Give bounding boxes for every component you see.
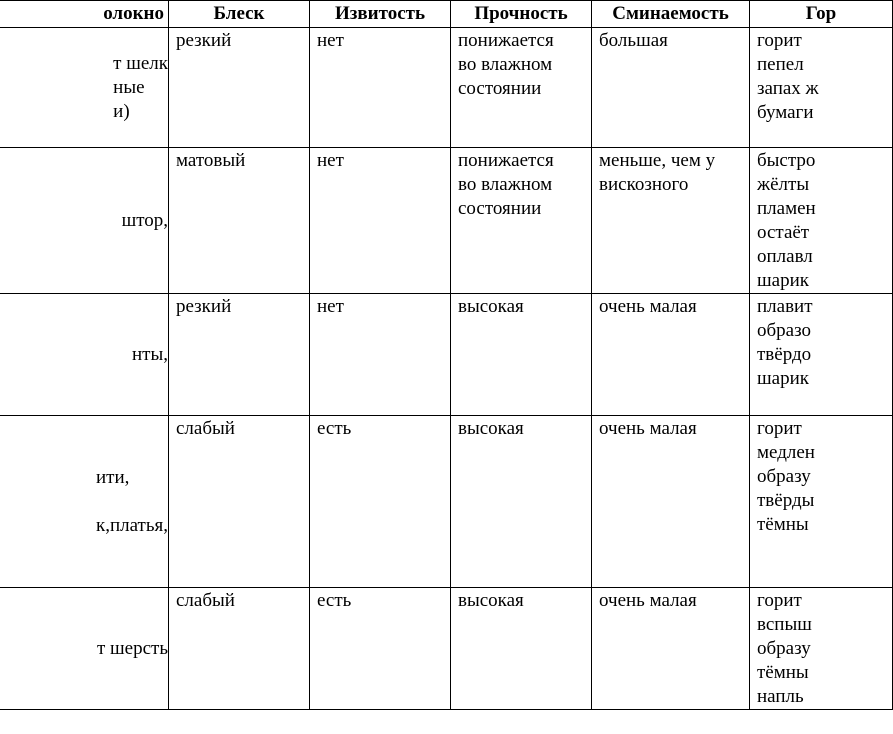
cell-line: горит (757, 30, 802, 51)
cell-line: есть (317, 418, 352, 439)
cell-line: во влажном (458, 174, 553, 195)
cell-line: тёмны (757, 662, 809, 683)
cell-shine (169, 294, 310, 416)
table-row (0, 294, 893, 416)
header-burn: Гор (750, 1, 893, 28)
cell-line: слабый (176, 590, 235, 611)
cell-line: вспыш (757, 614, 812, 635)
cell-wrinkle (592, 148, 750, 294)
cell-strength (451, 416, 592, 588)
cell-line: понижается (458, 150, 554, 171)
cell-strength (451, 588, 592, 710)
cell-line: напль (757, 686, 804, 707)
cell-wrinkle (592, 588, 750, 710)
header-crimp: Извитость (310, 1, 451, 28)
cell-line: матовый (176, 150, 246, 171)
header-wrinkle: Сминаемость (592, 1, 750, 28)
cell-line: горит (757, 590, 802, 611)
cell-line: есть (317, 590, 352, 611)
cell-fiber (0, 416, 169, 588)
cell-crimp (310, 28, 451, 148)
cell-shine (169, 588, 310, 710)
cell-burn (750, 148, 893, 294)
cell-line: пламен (757, 198, 816, 219)
cell-wrinkle (592, 294, 750, 416)
cell-line: жёлты (757, 174, 810, 195)
cell-wrinkle (592, 28, 750, 148)
cell-line: штор, (121, 210, 168, 231)
cell-line: шарик (757, 368, 809, 389)
header-fiber: олокно (0, 1, 169, 28)
cell-line: резкий (176, 30, 232, 51)
cell-line: образу (757, 466, 811, 487)
cell-burn (750, 588, 893, 710)
header-row (0, 1, 893, 28)
cell-line: очень малая (599, 590, 697, 611)
cell-shine (169, 416, 310, 588)
cell-burn (750, 294, 893, 416)
cell-line: ити, (95, 467, 130, 488)
cell-line: бумаги (757, 102, 814, 123)
cell-line: нет (317, 150, 344, 171)
cell-line (96, 490, 168, 514)
cell-crimp (310, 588, 451, 710)
cell-wrinkle (592, 416, 750, 588)
cell-line: образо (757, 320, 811, 341)
cell-line: очень малая (599, 418, 697, 439)
cell-line: очень малая (599, 296, 697, 317)
cell-strength (451, 28, 592, 148)
cell-line: и) (113, 101, 130, 122)
cell-line: резкий (176, 296, 232, 317)
cell-fiber (0, 588, 169, 710)
cell-line: пепел (757, 54, 804, 75)
cell-line: меньше, чем у (599, 150, 716, 171)
cell-line: т шерсть (96, 638, 168, 659)
cell-line: ные (113, 77, 145, 98)
cell-shine (169, 28, 310, 148)
cell-line: твёрдо (757, 344, 812, 365)
cell-line: состоянии (458, 198, 542, 219)
cell-shine (169, 148, 310, 294)
cell-fiber (0, 28, 169, 148)
cell-line: вискозного (599, 174, 689, 195)
cell-line: т шелк (113, 53, 168, 74)
cell-strength (451, 148, 592, 294)
cell-burn (750, 28, 893, 148)
cell-fiber (0, 148, 169, 294)
cell-line: во влажном (458, 54, 553, 75)
cell-line: медлен (757, 442, 815, 463)
cell-line: запах ж (757, 78, 819, 99)
header-shine: Блеск (169, 1, 310, 28)
cell-line: состоянии (458, 78, 542, 99)
cell-strength (451, 294, 592, 416)
cell-line: плавит (757, 296, 813, 317)
cell-line: к,платья, (95, 515, 168, 536)
cell-line: тёмны (757, 514, 809, 535)
cell-line: нты, (132, 344, 168, 365)
cell-line: большая (599, 30, 668, 51)
cell-fiber (0, 294, 169, 416)
cell-crimp (310, 416, 451, 588)
cell-line: горит (757, 418, 802, 439)
cell-crimp (310, 148, 451, 294)
cell-line: шарик (757, 270, 809, 291)
cell-line: высокая (458, 296, 524, 317)
table-row (0, 148, 893, 294)
cell-line: нет (317, 296, 344, 317)
cell-line: твёрды (757, 490, 815, 511)
cell-line: оплавл (757, 246, 813, 267)
cell-line: слабый (176, 418, 235, 439)
header-strength: Прочность (451, 1, 592, 28)
cell-burn (750, 416, 893, 588)
table-row (0, 28, 893, 148)
cell-line: понижается (458, 30, 554, 51)
table-row (0, 588, 893, 710)
cell-crimp (310, 294, 451, 416)
table-row (0, 416, 893, 588)
cell-line: нет (317, 30, 344, 51)
cell-line: остаёт (757, 222, 810, 243)
cell-line: образу (757, 638, 811, 659)
cell-line: высокая (458, 418, 524, 439)
cell-line: быстро (757, 150, 816, 171)
cell-line: высокая (458, 590, 524, 611)
